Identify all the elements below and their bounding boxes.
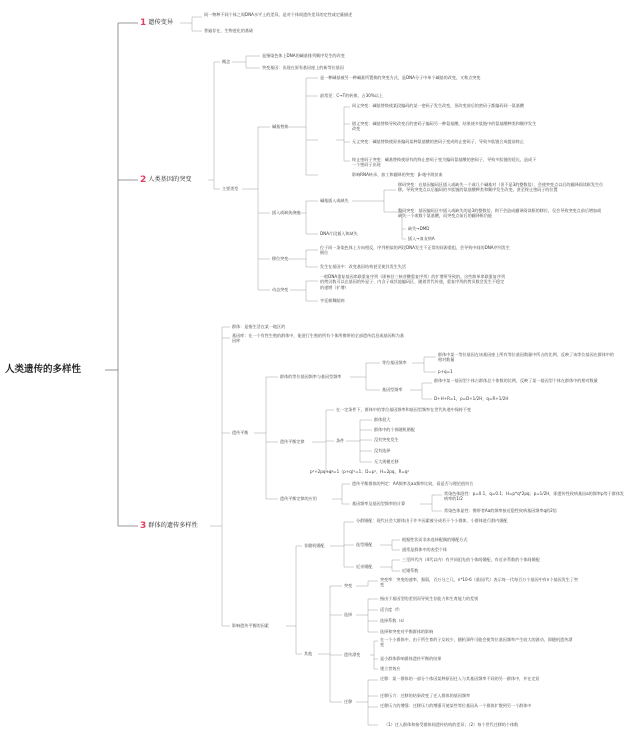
node-genetic-equilibrium: 遗传平衡: [232, 430, 249, 435]
node-founder-effect: 建立者效应: [380, 666, 401, 671]
node-hw-formula: p²+2pq+q²=1（p+q)²=1；D=p²，H=2pq，R=q²: [310, 469, 410, 474]
node-sub-common: 最常见：C→T的转换，占30%以上: [320, 93, 383, 98]
node-allele-freq-desc: 群体中某一等位基因在该基因座上所有等位基因数量中所占的比例，反映了该等位基因在群体中的相对数量: [438, 352, 615, 363]
node-cond-1: 群体很大: [374, 417, 391, 422]
node-cond-4: 没有选择: [374, 448, 391, 453]
node-rna-effect: 影响RNA转录、加工和翻译的突变：β-地中海贫血: [352, 172, 443, 177]
node-other-factors: 其他: [304, 651, 313, 656]
node-nonrandom-mating: 非随机婚配: [304, 543, 325, 548]
node-migration-increase: 迁移压力的增强：迁移压力的增强可使某些等位基因从一个群体扩散到另一个群体中: [380, 703, 532, 708]
node-fitness: 适合度（f）: [380, 607, 402, 612]
node-migration-desc: 迁移：某一群体的一部分个体因某种原因迁入与其基因频率不同的另一群体中，并在定居: [380, 676, 540, 681]
node-allele-freq: 等位基因频率: [382, 360, 407, 365]
node-assortative-1: 根据性状而非来选择配偶的婚配方式: [402, 537, 468, 542]
node-cond-3: 没有突变发生: [374, 437, 399, 442]
node-nonsense: 无义突变：碱基替换使原来编码某种氨基酸的密码子变成终止密码子，导致多肽链合成提前终止: [352, 139, 524, 144]
node-hw-application: 遗传平衡定律的应用: [280, 496, 317, 501]
node-selection-effect: 选择和突变对平衡群体的影响: [380, 629, 434, 634]
node-selection: 选择: [344, 612, 353, 617]
section-node-genetic-variation: 1 遗传变异: [140, 18, 174, 28]
node-assortative: 选型婚配: [356, 542, 373, 547]
node-genetic-drift: 遗传漂变: [344, 652, 361, 657]
node-gene-pool: 基因库：在一个有性生殖的群体中，能进行生殖的所有个体所携带的全部遗传信息或基因称为基因库: [232, 333, 404, 344]
node-app-judge: 遗传平衡群体的判定：AA频率及aa频率比较，看是否与理论值符合: [352, 481, 474, 486]
node-consanguineous: 近亲婚配: [356, 564, 373, 569]
node-variation-note: 普遍存在，生物进化的基础: [204, 28, 254, 33]
node-mutation: 突变: [344, 583, 353, 588]
node-insertion-hemophilia: 插入→血友病A: [408, 236, 435, 241]
node-genotype-freq: 基因型频率: [382, 387, 403, 392]
node-missense: 错义突变：碱基替换导致改变后的密码子编码另一种氨基酸，结果使多肽链中的氨基酸种类和顺序发生改变: [352, 121, 537, 132]
node-variation-definition: 同一物种不同个体之间DNA水平上的差异，是对个体间遗传差异的定性或定量描述: [204, 12, 353, 17]
node-sub-desc: 是一种碱基被另一种碱基所置换的突变方式，是DNA分子中单个碱基的改变，又称点突变: [320, 75, 481, 80]
node-concept: 概念: [222, 59, 231, 64]
node-equilibrium-factors: 影响遗传平衡的因素: [232, 623, 269, 628]
node-translocation: 移位突变: [272, 256, 289, 261]
node-stop-codon: 终止密码子突变：碱基替换使原有的终止密码子变为编码氨基酸的密码子，导致多肽链的延长，造成下一个密码子出现: [352, 157, 537, 168]
node-cond-2: 群体中的个体随机婚配: [374, 427, 415, 432]
node-app-dominant: 常染色体显性：携带者Aa的频率接近隐性致病基因频率q的2倍: [444, 508, 557, 513]
node-synonymous: 同义突变：碱基替换使某段编码的某一密码子发生改变，但改变前后的密码子都编码同一氨基酸: [352, 103, 524, 108]
node-app-recessive: 常染色体隐性：p=0.1，q=0.1；H=p*q*2pq；p=1/2H，即遗传性致病基因a的频率p等于群体发病率的1/2: [444, 491, 625, 502]
node-base-substitution: 碱基替换: [272, 124, 289, 129]
node-dna-fragment: DNA片段插入和缺失: [320, 231, 358, 236]
section-node-population-diversity: 3 群体的遗传多样性: [140, 521, 198, 531]
node-allele-genotype-freq: 群体的等位基因频率与基因型频率: [280, 374, 342, 379]
node-subgroup-mating: 分群婚配：现代社会大群体由于许多因素被分成若干个小群体，小群体进行群内婚配: [356, 518, 508, 523]
node-base-indel: 碱基插入或缺失: [320, 198, 349, 203]
node-main-types: 主要类型: [222, 186, 239, 191]
node-insertion-deletion: 插入或缺失突变: [272, 210, 301, 215]
node-inframe: 整码突变：基因编码区中插入或缺失的是3的整数倍，则不会造成翻译阅读框的移位，仅会导致突变点前后增加或缺失一个或数个氨基酸，而突变点前后的翻译框仍能: [398, 208, 602, 219]
node-migration-factors: （1）迁入群体和接受群体间遗传结构的差异；（2）每个世代迁移的个体数: [384, 722, 519, 727]
node-conditions: 条件: [336, 438, 345, 443]
node-genotype-freq-desc: 群体中某一基因型个体占群体总个体数的比例，反映了某一基因型个体在群体中的相对数量: [434, 378, 598, 383]
node-hw-law: 遗传平衡定律: [280, 439, 305, 444]
node-deletion-dmd: 缺失→DMD: [408, 226, 430, 231]
node-app-calc: 基因频率及基因型频率的计算: [352, 501, 406, 506]
node-concept-2: 突变基因：出现在原有基因座上的新等位基因: [262, 65, 344, 70]
node-inversion: 位于同一条染色体上方向相反，序列相似的两段DNA发生不正常的同源重组，会导致中间的DNA序列发生倒位: [320, 245, 510, 256]
node-frameshift: 移码突变：在基因编码区插入或缺失一个或几个碱基对（但不是3的整数倍），会使突变点以后的翻译阅读框发生位移，导致突变点以后编码的多肽链的氨基酸种类和顺序发生改变，甚至终止密码子的位置: [398, 182, 604, 193]
node-genotype-sum: D+H+R=1，p=D+1/2H，q=R+1/2H: [434, 396, 509, 401]
node-hw-law-desc: 在一定条件下，群体中的等位基因频率和基因型频率在世代传递中保持不变: [336, 407, 472, 412]
node-mutation-rate: 突变率：突变的速率，强弱，百万分之几，n*10-6（基因/代）表示每一代每百万个基因中有n个基因发生了突变: [380, 577, 579, 588]
node-assortative-2: 通常是群体中的表型个体: [402, 547, 448, 552]
node-selection-desc: 指由于基因型的差别而导致生存能力和生育能力的差别: [380, 596, 479, 601]
node-allele-sum: p+q=1: [438, 369, 453, 374]
node-population: 群体：是指生活在某一地区的: [232, 324, 286, 329]
node-consang-1: 三至四代内（4代以内）有共同祖先的个体间婚配，有近亲系数的个体间婚配: [402, 557, 540, 562]
node-in-gene: 发生在基因中：改变基因结构甚至使其发生失活: [320, 264, 406, 269]
section-node-gene-mutation: 2 人类基因的突变: [140, 175, 192, 185]
node-migration-pressure: 迁移压力：迁移的结果改变了迁入群体的基因频率: [380, 693, 471, 698]
node-migration: 迁移: [344, 699, 353, 704]
node-huntington: 亨廷顿舞蹈病: [320, 298, 345, 303]
node-dynamic-mutation: 动态突变: [272, 287, 289, 292]
node-drift-desc: 在一个小群体中，由于所生育的子女较少，随机事件可能会使等位基因频率产生较大的波动，即随机遗传漂变: [380, 637, 573, 648]
node-selection-coef: 选择系数（s）: [380, 618, 407, 623]
node-concept-1: 是指染色体上DNA的碱基排列顺序发生的改变: [262, 53, 345, 58]
node-consang-2: 近婚系数: [402, 568, 419, 573]
node-dynamic-desc: 一般DNA重复基因串联重复序列（即核苷三核苷酸重复序列）的扩增所导致的。这些简单串联重复序列的拷贝数可以在基因的外显子、内含子或其他编码区、随着世代传递，重复序列的拷贝数会发生不稳定的递增（扩增）: [320, 274, 506, 290]
node-drift-result: 是小群体影响群体遗传平衡的结果: [380, 656, 442, 661]
root-node: 人类遗传的多样性: [5, 364, 82, 375]
node-cond-5: 无大规模迁移: [374, 459, 399, 464]
